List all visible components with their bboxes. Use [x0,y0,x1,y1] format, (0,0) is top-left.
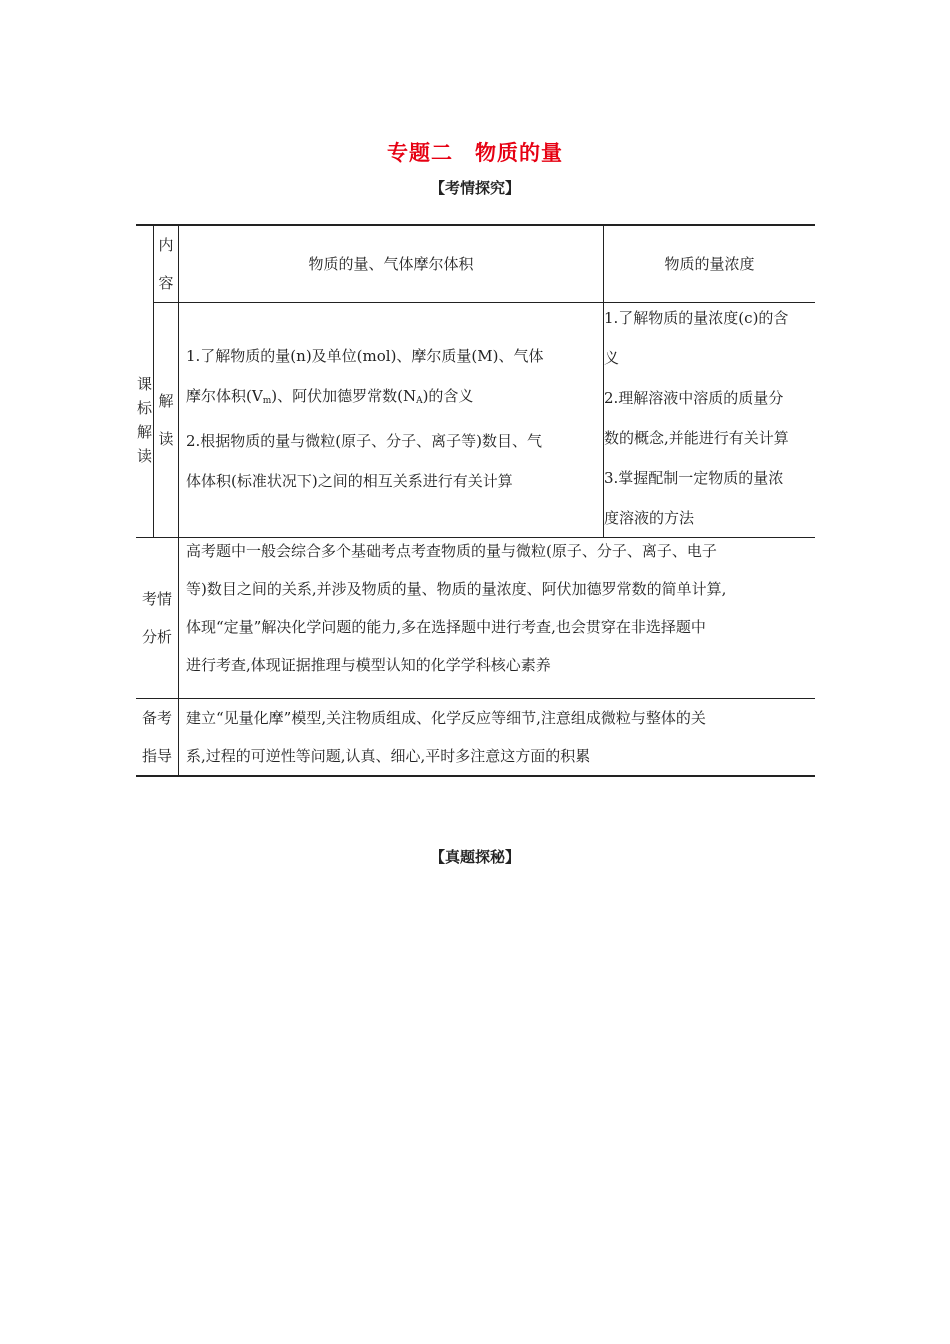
table-bottom-border [136,775,815,777]
beikao-text: 建立“见量化摩”模型,关注物质组成、化学反应等细节,注意组成微粒与整体的关 系,过程的可逆性等问题,认真、细心,平时多注意这方面的积累 [186,709,706,765]
kaoqing-text: 高考题中一般会综合多个基础考点考查物质的量与微粒(原子、分子、离子、电子 等)数目之间的关系,并涉及物质的量、物质的量浓度、阿伏加德罗常数的简单计算, 体现“定量”解决化学问题的能力,多在选择题中进行考查,也会贯穿在非选择题中 进行考查,体现证据推理与模型认知的化学学科核心素养 [186,542,727,674]
section-heading-kaoqing: 【考情探究】 [429,179,520,197]
header-col1: 物质的量、气体摩尔体积 [308,255,474,273]
kebiao-col1-text: 1.了解物质的量(n)及单位(mol)、摩尔质量(M)、气体 摩尔体积(Vm)、阿伏加德罗常数(NA)的含义 2.根据物质的量与微粒(原子、分子、离子等)数目、气 体体积(标准状况下)之间的相互关系进行有关计算 [186,336,601,501]
section-heading-zhenti: 【真题探秘】 [429,848,520,866]
header-neirong: 内 容 [158,236,174,292]
col-divider [178,224,179,777]
page-title: 专题二 物质的量 [387,141,563,165]
row-sublabel-jiedu: 解 读 [158,392,174,448]
exam-analysis-table [136,224,815,777]
row-label-kebiao: 课 标 解 读 [136,375,152,465]
molar-volume-line: 摩尔体积(Vm)、阿伏加德罗常数(NA)的含义 [186,387,474,406]
header-col2: 物质的量浓度 [664,255,755,273]
row-label-beikao: 备考 指导 [141,709,172,765]
row-label-kaoqing: 考情 分析 [141,590,172,646]
kebiao-col2-text: 1.了解物质的量浓度(c)的含 义 2.理解溶液中溶质的质量分 数的概念,并能进行有关计算 3.掌握配制一定物质的量浓 度溶液的方法 [604,309,789,527]
